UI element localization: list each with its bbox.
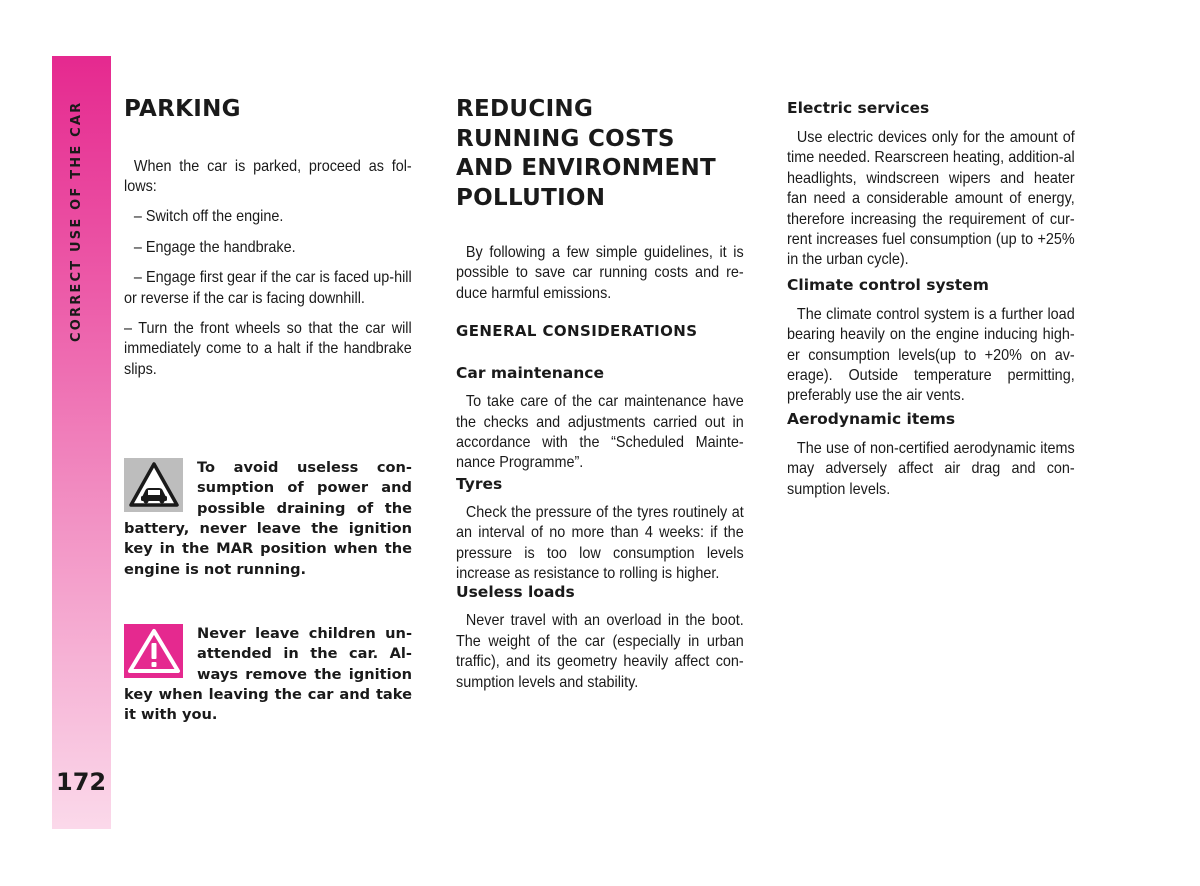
- climate-control-text: The climate control system is a further load bearing heavily on the engine inducing high-er consumption levels(up to +20% on av-erage). Outside temperature permitting, preferably use the air vents.: [787, 305, 1075, 405]
- parking-step: – Switch off the engine.: [133, 208, 284, 226]
- aerodynamic-items-heading: Aerodynamic items: [787, 409, 956, 428]
- parking-step: – Engage first gear if the car is faced up-hill or reverse if the car is facing downhill.: [124, 269, 412, 307]
- car-warning-icon: [124, 458, 183, 512]
- page-number: 172: [56, 768, 107, 796]
- parking-intro: When the car is parked, proceed as fol-lows:: [124, 157, 412, 195]
- battery-warning-text: To avoid useless con-sumption of power and possible draining of the battery, never leave the ignition key in the MAR position when the engine is not running.: [124, 459, 412, 578]
- reducing-intro: By following a few simple guidelines, it is possible to save car running costs and re-duce harmful emissions.: [456, 244, 744, 302]
- tips-column: [787, 98, 1075, 500]
- battery-warning: [124, 458, 412, 580]
- general-considerations-heading: GENERAL CONSIDERATIONS: [456, 322, 698, 341]
- reducing-title: [456, 95, 744, 213]
- car-maintenance-text: To take care of the car maintenance have the checks and adjustments carried out in accordance with the “Scheduled Mainte-nance Programme”.: [456, 393, 744, 472]
- reducing-title-line: RUNNING COSTS: [456, 125, 675, 152]
- tyres-text: Check the pressure of the tyres routinely at an interval of no more than 4 weeks: if the pressure is too low consumption levels increase as resistance to rolling is higher.: [456, 503, 744, 583]
- useless-loads-text: Never travel with an overload in the boot. The weight of the car (especially in urban traffic), and its geometry heavily affect con-sumption levels and stability.: [456, 612, 744, 691]
- children-warning-text: Never leave children un-attended in the car. Al-ways remove the ignition key when leaving the car and take it with you.: [124, 624, 412, 724]
- tyres-heading: Tyres: [456, 474, 503, 493]
- aerodynamic-items-text: The use of non-certified aerodynamic items may adversely affect air drag and con-sumption levels.: [787, 439, 1075, 498]
- parking-column: [124, 95, 412, 725]
- children-warning: [124, 624, 412, 725]
- electric-services-heading: Electric services: [787, 99, 930, 117]
- parking-step: – Turn the front wheels so that the car will immediately come to a halt if the handbrake slips.: [124, 319, 412, 378]
- electric-services-text: Use electric devices only for the amount of time needed. Rearscreen heating, addition-al headlights, windscreen wipers and heater fan need a considerable amount of energy, therefore increasing the requirement of cur-rent increases fuel consumption (up to +25% in the urban cycle).: [787, 129, 1075, 269]
- parking-title: PARKING: [124, 96, 241, 122]
- reducing-title-line: REDUCING: [456, 96, 594, 122]
- reducing-title-line: AND ENVIRONMENT: [456, 155, 717, 181]
- climate-control-heading: Climate control system: [787, 275, 989, 294]
- section-label: CORRECT USE OF THE CAR: [69, 100, 84, 342]
- reducing-column: [456, 95, 744, 693]
- useless-loads-heading: Useless loads: [456, 583, 575, 602]
- car-maintenance-heading: Car maintenance: [456, 364, 604, 383]
- reducing-title-line: POLLUTION: [456, 184, 606, 211]
- parking-step: – Engage the handbrake.: [133, 238, 296, 256]
- warning-triangle-icon: [124, 624, 183, 678]
